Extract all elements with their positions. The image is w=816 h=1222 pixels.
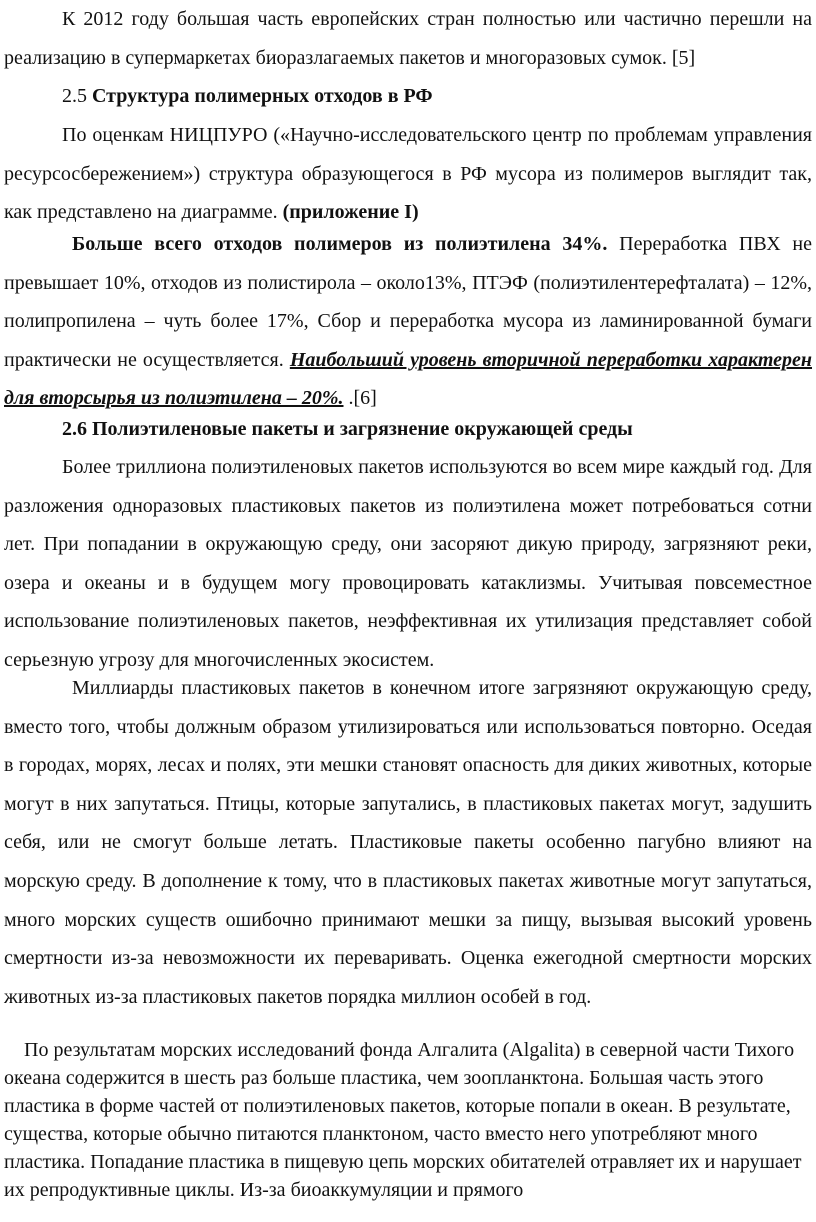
- citation-6: .[6]: [343, 387, 377, 410]
- appendix-reference: (приложение I): [282, 201, 419, 224]
- paragraph-polymer-structure: [4, 225, 812, 418]
- recycling-highlight: Наибольший уровень вторичной переработки характерен для вторсырья из полиэтилена – 20%.: [4, 348, 812, 410]
- paragraph-niitspuro-text: По оценкам НИЦПУРО («Научно-исследовательского центр по проблемам управления ресурсосбережением») структура образующегося в РФ мусора из полимеров выглядит так, как представлено на диаграмме.: [4, 124, 812, 224]
- polyethylene-share: Больше всего отходов полимеров из полиэтилена 34%.: [72, 233, 608, 255]
- heading-2-6-title: 2.6 Полиэтиленовые пакеты и загрязнение окружающей среды: [62, 418, 633, 440]
- heading-2-5: [62, 77, 433, 115]
- heading-2-6: [62, 410, 633, 448]
- heading-2-5-number: 2.5: [62, 85, 92, 107]
- paragraph-niitspuro: [4, 116, 812, 232]
- paragraph-billions-bags: Миллиарды пластиковых пакетов в конечном итоге загрязняют окружающую среду, вместо того, чтобы должным образом утилизироваться или использоваться повторно. Оседая в городах, морях, лесах и полях, эти мешки становят опасность для диких животных, которые могут в них запутаться. Птицы, которые запутались, в пластиковых пакетах могут, задушить себя, или не смогут больше летать. Пластиковые пакеты особенно пагубно влияют на морскую среду. В дополнение к тому, что в пластиковых пакетах животные могут запутаться, много морских существ ошибочно принимают мешки за пищу, вызывая высокий уровень смертности из-за невозможности их переваривать. Оценка ежегодной смертности морских животных из-за пластиковых пакетов порядка миллион особей в год.: [4, 677, 812, 1008]
- paragraph-eu-bags: К 2012 году большая часть европейских стран полностью или частично перешли на реализацию в супермаркетах биоразлагаемых пакетов и многоразовых сумок. [5]: [4, 8, 812, 69]
- paragraph-trillion-bags: Более триллиона полиэтиленовых пакетов используются во всем мире каждый год. Для разложения одноразовых пластиковых пакетов из полиэтилена может потребоваться сотни лет. При попадании в окружающую среду, они засоряют дикую природу, загрязняют реки, озера и океаны и в будущем могу провоцировать катаклизмы. Учитывая повсеместное использование полиэтиленовых пакетов, неэффективная их утилизация представляет собой серьезную угрозу для многочисленных экосистем.: [4, 456, 812, 671]
- paragraph-polymer-structure-text: Переработка ПВХ не превышает 10%, отходов из полистирола – около13%, ПТЭФ (полиэтилентерефталата) – 12%, полипропилена – чуть более 17%, Сбор и переработка мусора из ламинированной бумаги практически не осуществляется.: [4, 233, 812, 371]
- paragraph-algalita: [4, 1036, 812, 1204]
- heading-2-5-title: Структура полимерных отходов в РФ: [92, 85, 433, 107]
- paragraph-algalita-text: По результатам морских исследований фонда Алгалита (Algalita) в северной части Тихого океана содержится в шесть раз больше пластика, чем зоопланктона. Большая часть этого пластика в форме частей от полиэтиленовых пакетов, которые попали в океан. В результате, существа, которые обычно питаются планктоном, часто вместо него употребляют много пластика. Попадание пластика в пищевую цепь морских обитателей отравляет их и нарушает их репродуктивные циклы. Из-за биоаккумуляции и прямого: [4, 1039, 802, 1201]
